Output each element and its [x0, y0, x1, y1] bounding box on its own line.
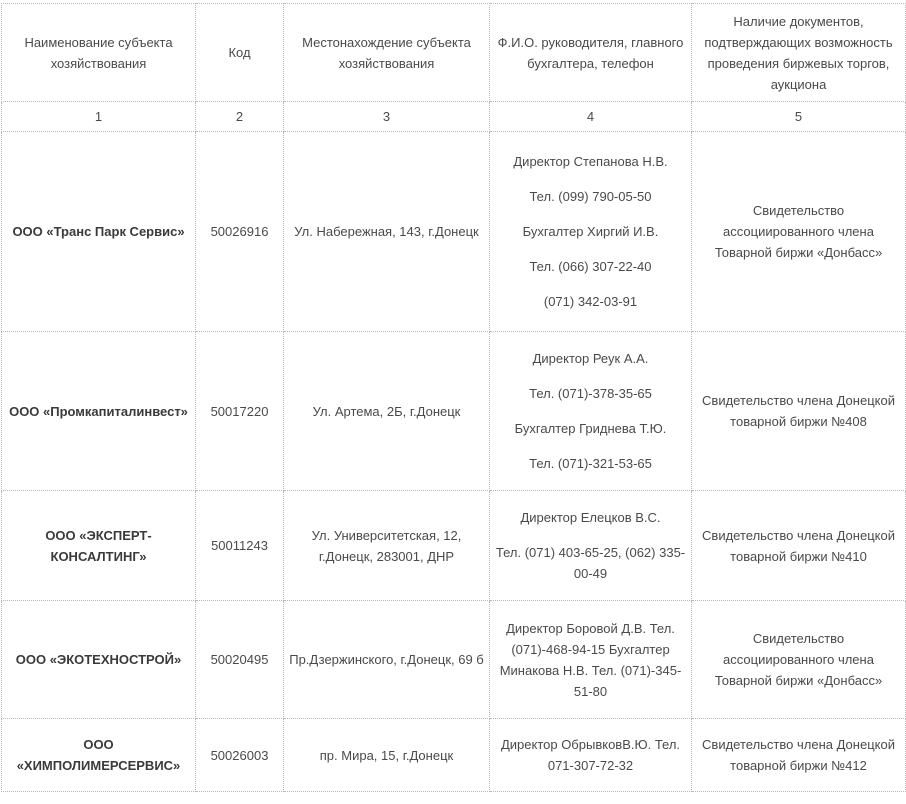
header-cell-contacts: Ф.И.О. руководителя, главного бухгалтера, телефон [490, 4, 692, 102]
header-cell-address: Местонахождение субъекта хозяйствования [284, 4, 490, 102]
company-name: ООО «ЭКСПЕРТ-КОНСАЛТИНГ» [2, 491, 196, 601]
contact-line: Тел. (071) 403-65-25, (062) 335-00-49 [495, 545, 686, 581]
header-cell-code: Код [196, 4, 284, 102]
company-contacts [490, 332, 692, 491]
company-name: ООО «Промкапиталинвест» [2, 332, 196, 491]
contact-line: Бухгалтер Хиргий И.В. [522, 224, 659, 239]
contact-line: Директор ОбрывковВ.Ю. Тел. 071-307-72-32 [500, 737, 681, 773]
header-cell-documents: Наличие документов, подтверждающих возможность проведения биржевых торгов, аукциона [692, 4, 906, 102]
column-number: 5 [692, 102, 906, 132]
company-document: Свидетельство ассоциированного члена Товарной биржи «Донбасс» [692, 132, 906, 332]
company-contacts [490, 601, 692, 719]
company-address: Ул. Артема, 2Б, г.Донецк [284, 332, 490, 491]
company-code: 50026916 [196, 132, 284, 332]
contact-line: Директор Реук А.А. [532, 351, 649, 366]
company-document: Свидетельство члена Донецкой товарной биржи №408 [692, 332, 906, 491]
company-code: 50017220 [196, 332, 284, 491]
contact-line: Директор Степанова Н.В. [513, 154, 668, 169]
contact-line: Тел. (071)-378-35-65 [529, 386, 652, 401]
header-cell-name: Наименование субъекта хозяйствования [2, 4, 196, 102]
company-address: Пр.Дзержинского, г.Донецк, 69 б [284, 601, 490, 719]
table-row [2, 491, 906, 601]
column-number-row [2, 102, 906, 132]
company-address: Ул. Набережная, 143, г.Донецк [284, 132, 490, 332]
contact-line: Тел. (099) 790-05-50 [529, 189, 652, 204]
company-code: 50011243 [196, 491, 284, 601]
company-contacts [490, 132, 692, 332]
header-row [2, 4, 906, 102]
contact-line: Тел. (071)-321-53-65 [529, 456, 652, 471]
table-row [2, 719, 906, 792]
company-document: Свидетельство ассоциированного члена Товарной биржи «Донбасс» [692, 601, 906, 719]
table-row [2, 332, 906, 491]
column-number: 1 [2, 102, 196, 132]
column-number: 2 [196, 102, 284, 132]
registry-table [1, 3, 906, 792]
contact-line: Директор Елецков В.С. [520, 510, 661, 525]
contact-line: Бухгалтер Гриднева Т.Ю. [514, 421, 667, 436]
column-number: 4 [490, 102, 692, 132]
table-row [2, 601, 906, 719]
company-address: пр. Мира, 15, г.Донецк [284, 719, 490, 792]
company-code: 50020495 [196, 601, 284, 719]
company-name: ООО «Транс Парк Сервис» [2, 132, 196, 332]
company-document: Свидетельство члена Донецкой товарной биржи №410 [692, 491, 906, 601]
company-address: Ул. Университетская, 12, г.Донецк, 283001, ДНР [284, 491, 490, 601]
table-row [2, 132, 906, 332]
contact-line: (071) 342-03-91 [543, 294, 638, 309]
contact-line: Тел. (066) 307-22-40 [529, 259, 652, 274]
company-contacts [490, 719, 692, 792]
company-name: ООО «ХИМПОЛИМЕРСЕРВИС» [2, 719, 196, 792]
contact-line: Директор Боровой Д.В. Тел.(071)-468-94-15 Бухгалтер Минакова Н.В. Тел. (071)-345-51-80 [499, 620, 682, 699]
column-number: 3 [284, 102, 490, 132]
company-name: ООО «ЭКОТЕХНОСТРОЙ» [2, 601, 196, 719]
company-code: 50026003 [196, 719, 284, 792]
company-contacts [490, 491, 692, 601]
company-document: Свидетельство члена Донецкой товарной биржи №412 [692, 719, 906, 792]
